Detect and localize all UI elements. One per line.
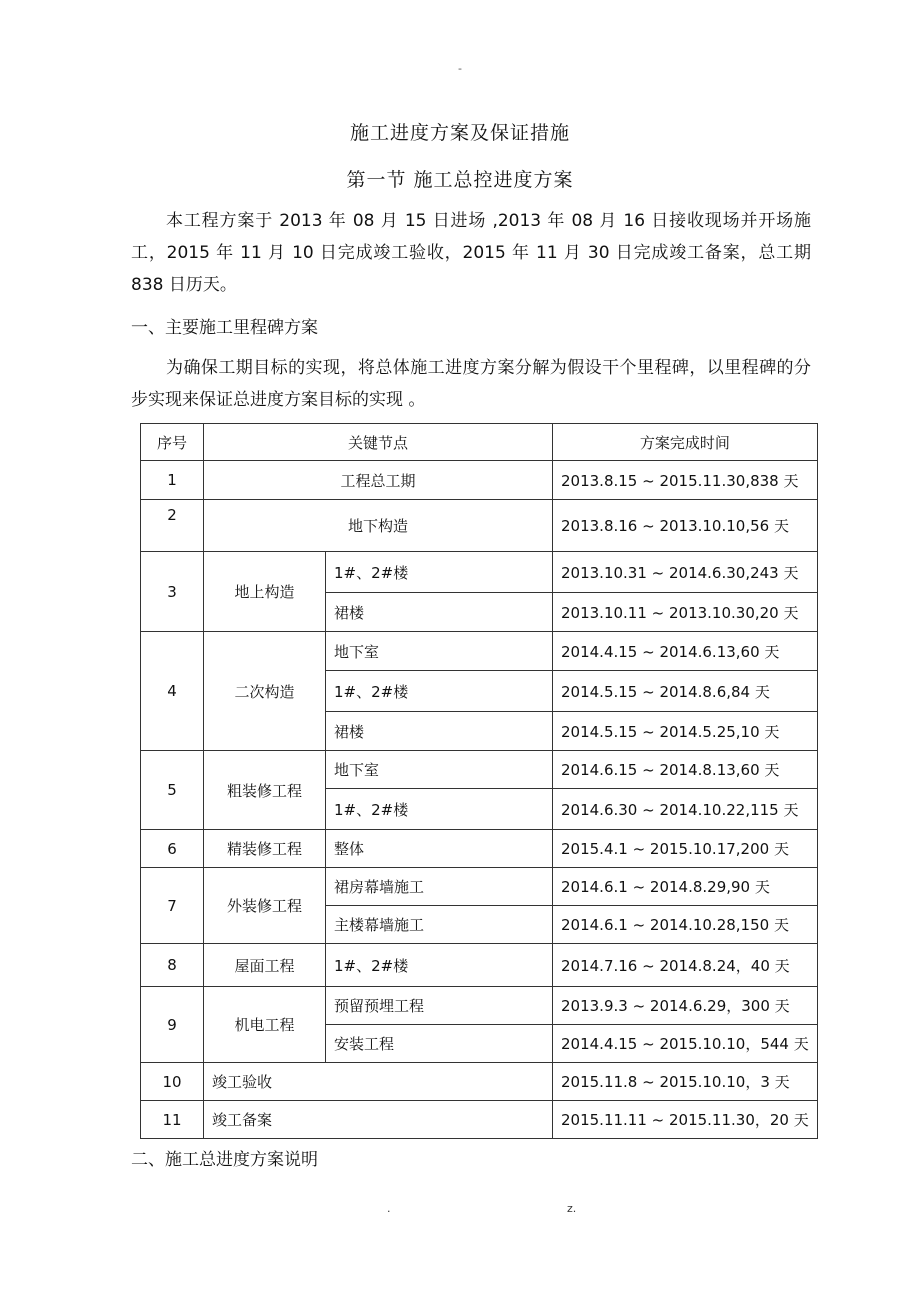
completion-time-cell: 2013.9.3 ~ 2014.6.29，300 天 [553, 987, 818, 1025]
row-number-cell: 7 [141, 868, 204, 944]
sub-part-cell: 1#、2#楼 [326, 944, 553, 987]
completion-time-cell: 2014.6.1 ~ 2014.8.29,90 天 [553, 868, 818, 906]
key-node-cell: 粗装修工程 [204, 751, 326, 830]
row-number-cell: 8 [141, 944, 204, 987]
completion-time-cell: 2013.8.16 ~ 2013.10.10,56 天 [553, 500, 818, 552]
row-number-cell: 5 [141, 751, 204, 830]
completion-time-cell: 2014.6.30 ~ 2014.10.22,115 天 [553, 789, 818, 830]
header-cell-no: 序号 [141, 424, 204, 461]
row-number-cell: 2 [141, 500, 204, 552]
key-node-cell: 精装修工程 [204, 830, 326, 868]
header-cell-node: 关键节点 [204, 424, 553, 461]
table-row [141, 632, 818, 671]
completion-time-cell: 2013.8.15 ~ 2015.11.30,838 天 [553, 461, 818, 500]
section-heading-2: 二、施工总进度方案说明 [131, 1150, 318, 1170]
table-row [141, 944, 818, 987]
row-number-cell: 6 [141, 830, 204, 868]
key-node-cell: 屋面工程 [204, 944, 326, 987]
completion-time-cell: 2014.6.1 ~ 2014.10.28,150 天 [553, 906, 818, 944]
milestone-text: 为确保工期目标的实现，将总体施工进度方案分解为假设干个里程碑，以里程碑的分步实现来保证总进度方案目标的实现 。 [131, 358, 811, 410]
sub-part-cell: 1#、2#楼 [326, 552, 553, 593]
table-header-row [141, 424, 818, 461]
row-number-cell: 9 [141, 987, 204, 1063]
row-number-cell: 11 [141, 1101, 204, 1139]
table-row [141, 987, 818, 1025]
completion-time-cell: 2015.11.8 ~ 2015.10.10，3 天 [553, 1063, 818, 1101]
completion-time-cell: 2014.5.15 ~ 2014.5.25,10 天 [553, 712, 818, 751]
completion-time-cell: 2015.11.11 ~ 2015.11.30，20 天 [553, 1101, 818, 1139]
key-node-cell: 工程总工期 [204, 461, 553, 500]
key-node-cell: 竣工备案 [204, 1101, 553, 1139]
table-row [141, 461, 818, 500]
key-node-cell: 机电工程 [204, 987, 326, 1063]
sub-part-cell: 地下室 [326, 632, 553, 671]
sub-part-cell: 主楼幕墙施工 [326, 906, 553, 944]
completion-time-cell: 2013.10.11 ~ 2013.10.30,20 天 [553, 593, 818, 632]
completion-time-cell: 2014.6.15 ~ 2014.8.13,60 天 [553, 751, 818, 789]
key-node-cell: 二次构造 [204, 632, 326, 751]
key-node-cell: 地上构造 [204, 552, 326, 632]
footer-right: z. [567, 1202, 577, 1215]
sub-part-cell: 1#、2#楼 [326, 789, 553, 830]
table-row [141, 868, 818, 906]
completion-time-cell: 2013.10.31 ~ 2014.6.30,243 天 [553, 552, 818, 593]
table-row [141, 1063, 818, 1101]
sub-part-cell: 裙楼 [326, 593, 553, 632]
row-number-cell: 1 [141, 461, 204, 500]
sub-part-cell: 地下室 [326, 751, 553, 789]
page-title: 施工进度方案及保证措施 [349, 122, 570, 144]
row-number-cell: 10 [141, 1063, 204, 1101]
sub-part-cell: 整体 [326, 830, 553, 868]
section-title: 第一节 施工总控进度方案 [346, 169, 574, 191]
sub-part-cell: 裙房幕墙施工 [326, 868, 553, 906]
key-node-cell: 地下构造 [204, 500, 553, 552]
sub-part-cell: 1#、2#楼 [326, 671, 553, 712]
completion-time-cell: 2014.5.15 ~ 2014.8.6,84 天 [553, 671, 818, 712]
header-mark: - [458, 62, 462, 75]
table-row [141, 751, 818, 789]
completion-time-cell: 2014.7.16 ~ 2014.8.24，40 天 [553, 944, 818, 987]
footer-left: . [387, 1202, 391, 1215]
sub-part-cell: 安装工程 [326, 1025, 553, 1063]
table-row [141, 552, 818, 593]
sub-part-cell: 预留预埋工程 [326, 987, 553, 1025]
completion-time-cell: 2014.4.15 ~ 2014.6.13,60 天 [553, 632, 818, 671]
table-row [141, 1101, 818, 1139]
completion-time-cell: 2015.4.1 ~ 2015.10.17,200 天 [553, 830, 818, 868]
intro-paragraph [131, 205, 811, 301]
table-row [141, 830, 818, 868]
milestone-paragraph [131, 352, 811, 416]
row-number-cell: 3 [141, 552, 204, 632]
sub-part-cell: 裙楼 [326, 712, 553, 751]
key-node-cell: 竣工验收 [204, 1063, 553, 1101]
row-number-cell: 4 [141, 632, 204, 751]
key-node-cell: 外装修工程 [204, 868, 326, 944]
completion-time-cell: 2014.4.15 ~ 2015.10.10，544 天 [553, 1025, 818, 1063]
section-heading-1: 一、主要施工里程碑方案 [131, 318, 318, 338]
header-cell-time: 方案完成时间 [553, 424, 818, 461]
table-row [141, 500, 818, 552]
intro-text: 本工程方案于 2013 年 08 月 15 日进场 ,2013 年 08 月 16 日接收现场并开场施工，2015 年 11 月 10 日完成竣工验收，2015 年 11 月 30 日完成竣工备案，总工期 838 日历天。 [131, 211, 811, 295]
milestone-table [140, 423, 818, 1139]
